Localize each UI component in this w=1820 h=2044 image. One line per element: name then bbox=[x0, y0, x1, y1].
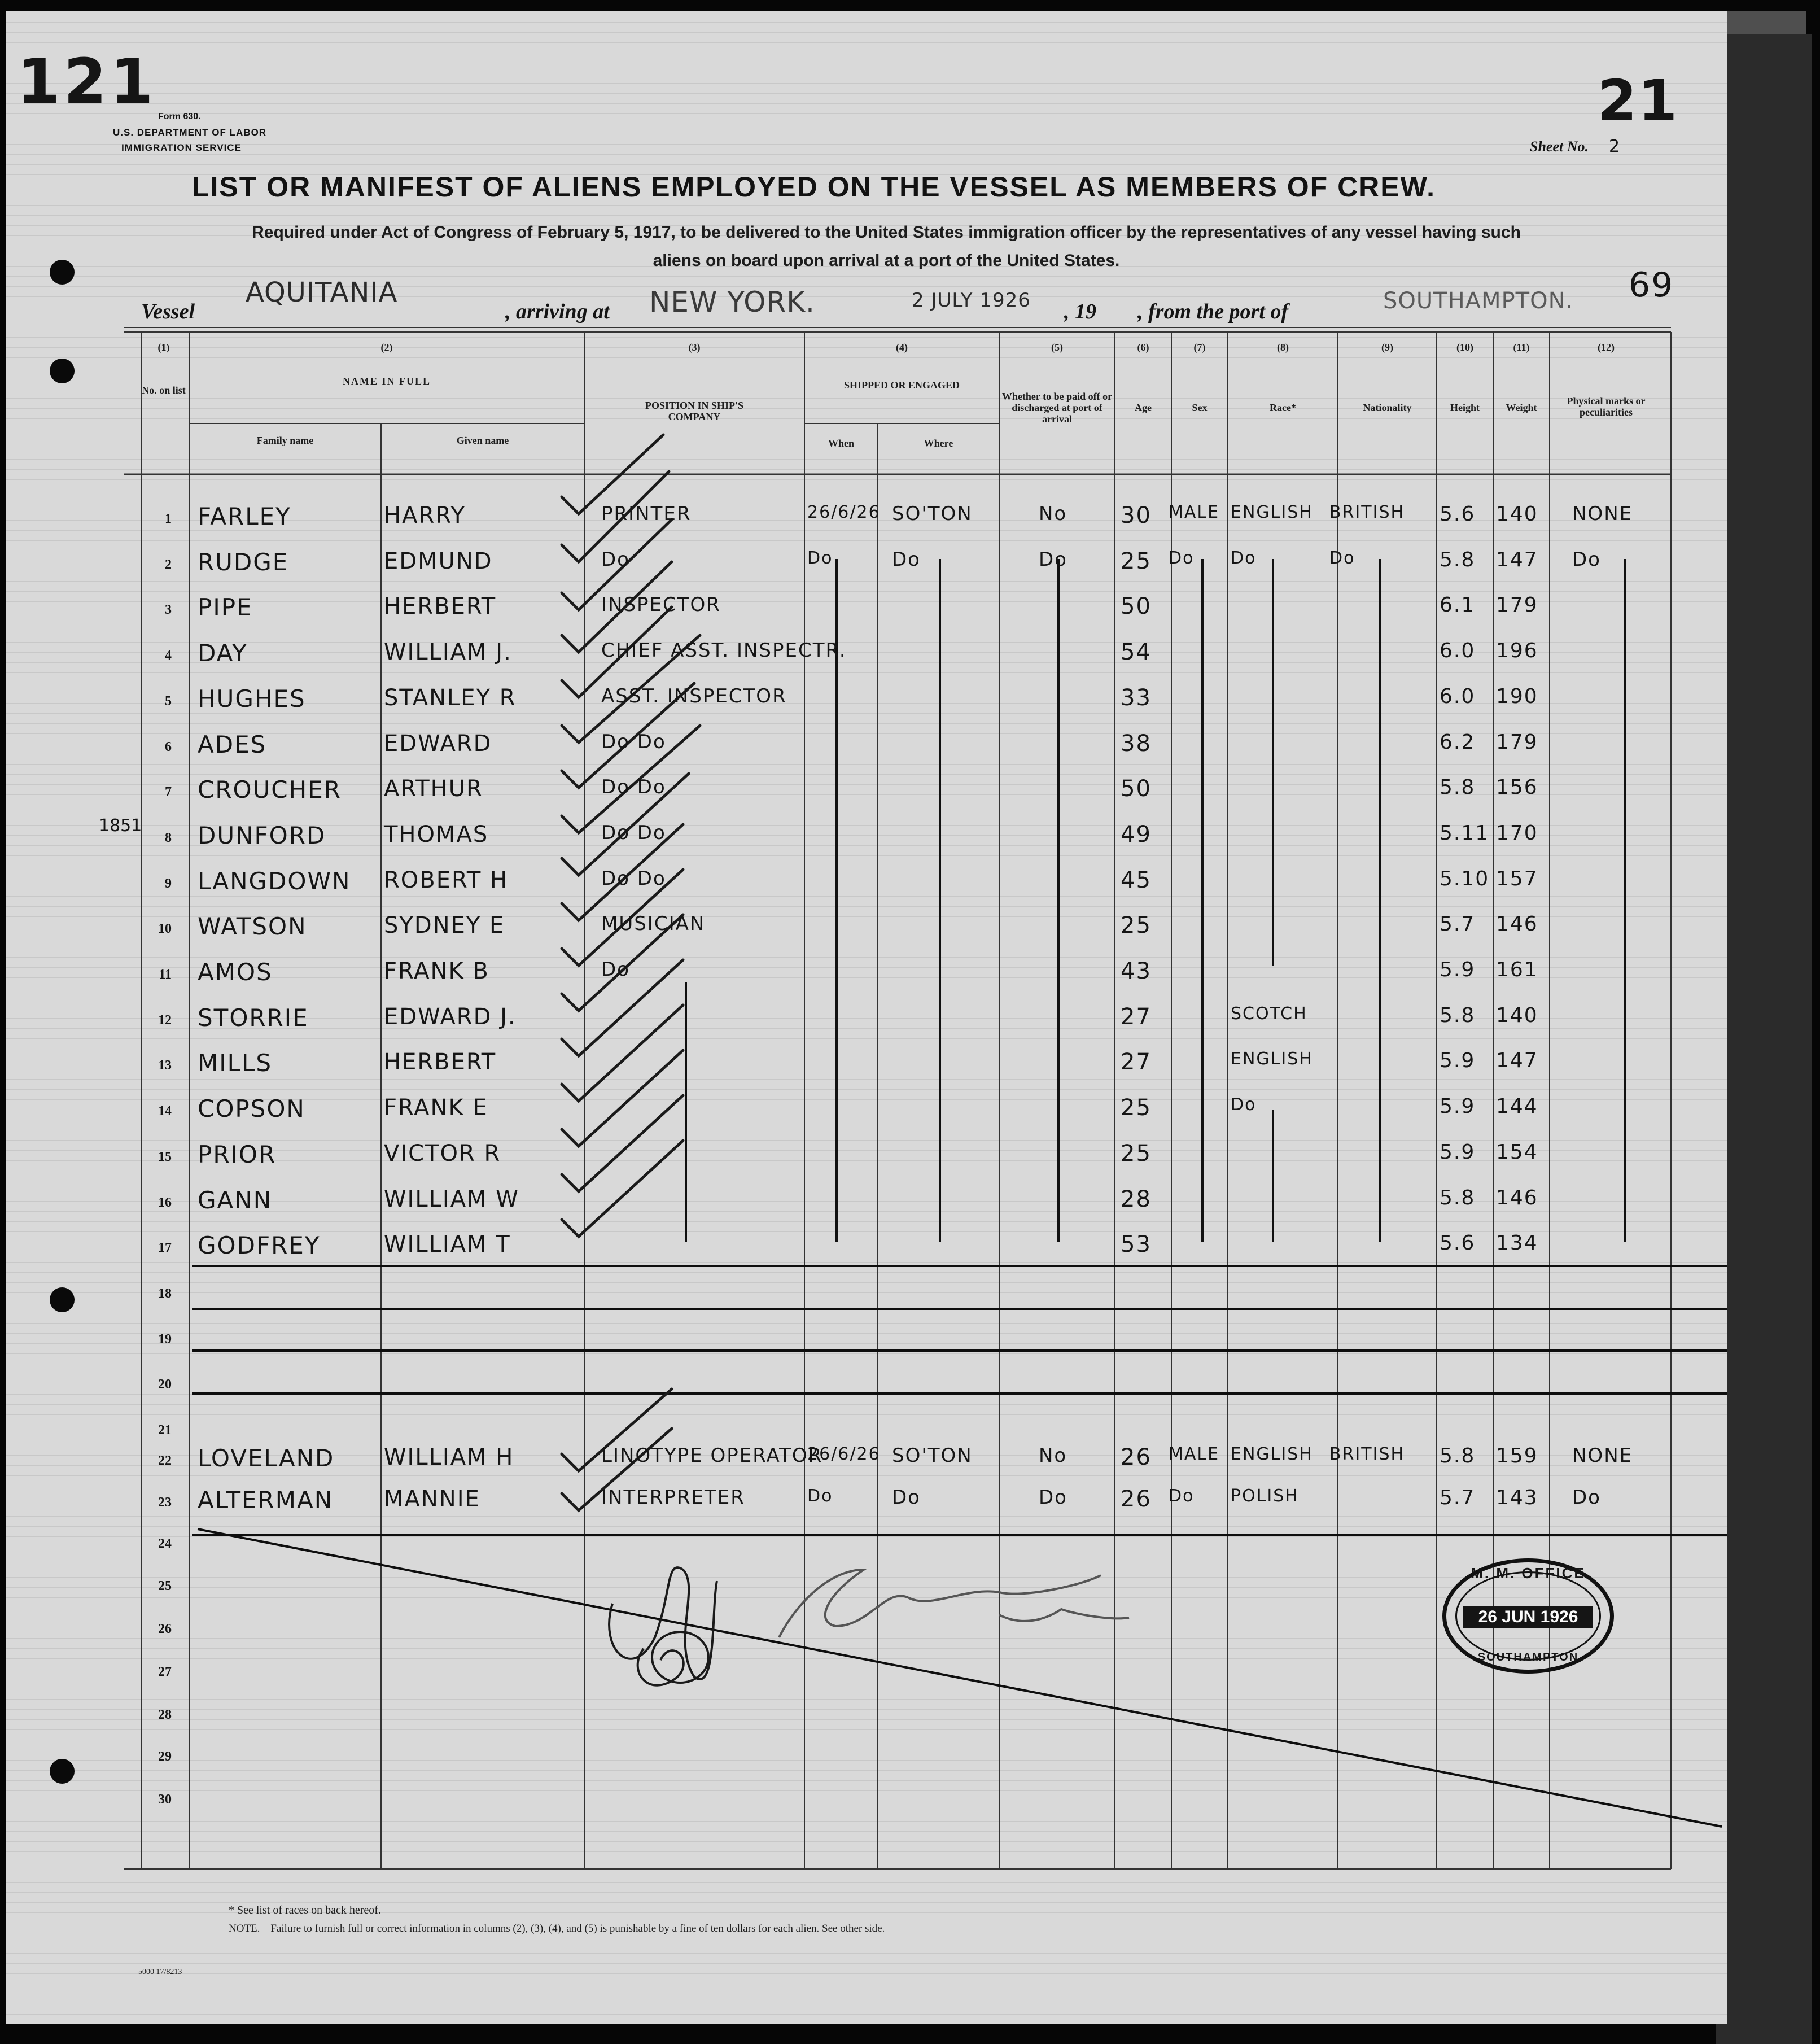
cell-paid: No bbox=[1039, 1444, 1068, 1467]
cell-family: LOVELAND bbox=[198, 1444, 335, 1472]
cell-family: ALTERMAN bbox=[198, 1486, 334, 1514]
cell-given: WILLIAM W bbox=[384, 1186, 519, 1212]
arriving-port: NEW YORK. bbox=[649, 286, 815, 318]
cell-weight: 157 bbox=[1496, 867, 1538, 890]
cell-family: ADES bbox=[198, 730, 267, 758]
cell-weight: 179 bbox=[1496, 593, 1538, 617]
cell-position: LINOTYPE OPERATOR bbox=[601, 1444, 823, 1467]
cell-given: WILLIAM H bbox=[384, 1444, 514, 1470]
cell-age: 28 bbox=[1121, 1186, 1152, 1212]
cell-age: 50 bbox=[1121, 776, 1152, 802]
row-number: 14 bbox=[158, 1104, 172, 1119]
cell-position: PRINTER bbox=[601, 503, 692, 525]
row-number: 29 bbox=[158, 1749, 172, 1764]
cell-weight: 156 bbox=[1496, 776, 1538, 800]
cell-given: STANLEY R bbox=[384, 684, 517, 711]
cell-given: FRANK E bbox=[384, 1095, 488, 1121]
cell-family: MILLS bbox=[198, 1049, 273, 1077]
row-number: 4 bbox=[165, 648, 172, 663]
cell-height: 5.8 bbox=[1440, 1186, 1476, 1209]
cell-age: 30 bbox=[1121, 503, 1152, 529]
cell-sex: Do bbox=[1169, 1486, 1195, 1506]
stamp-port: SOUTHAMPTON bbox=[1477, 1651, 1579, 1663]
cell-age: 53 bbox=[1121, 1231, 1152, 1258]
row-number: 1 bbox=[165, 512, 172, 526]
requirement-line-1: Required under Act of Congress of February 5, 1917, to be delivered to the United States immigration officer by the representatives of any vessel having such bbox=[252, 223, 1521, 242]
cell-position: INSPECTOR bbox=[601, 593, 721, 617]
cell-where: Do bbox=[892, 1486, 921, 1509]
cell-weight: 147 bbox=[1496, 1049, 1538, 1073]
cell-position: Do bbox=[601, 548, 630, 571]
cell-height: 5.8 bbox=[1440, 776, 1476, 800]
col-header-family-name: Family name bbox=[256, 435, 314, 446]
page-edge-darker bbox=[1716, 34, 1812, 2044]
row-number: 22 bbox=[158, 1453, 172, 1468]
cell-height: 5.6 bbox=[1440, 503, 1476, 526]
cell-family: RUDGE bbox=[198, 548, 289, 576]
cell-nationality: BRITISH bbox=[1329, 1444, 1405, 1464]
cell-family: DUNFORD bbox=[198, 821, 326, 849]
col-header-shipped: SHIPPED OR ENGAGED bbox=[843, 379, 960, 391]
col-header-race: Race* bbox=[1270, 402, 1296, 413]
row-number: 17 bbox=[158, 1241, 172, 1256]
row-number: 6 bbox=[165, 739, 172, 754]
corner-number-left: 121 bbox=[17, 45, 157, 117]
row-number: 16 bbox=[158, 1195, 172, 1210]
stamp-office: M. M. OFFICE bbox=[1471, 1565, 1586, 1582]
col-9-number: (9) bbox=[1381, 342, 1393, 353]
cell-paid: Do bbox=[1039, 548, 1068, 571]
cell-family: LANGDOWN bbox=[198, 867, 351, 895]
cell-height: 6.1 bbox=[1440, 593, 1476, 617]
cell-position: MUSICIAN bbox=[601, 912, 706, 936]
cell-weight: 140 bbox=[1496, 503, 1538, 526]
cell-height: 6.0 bbox=[1440, 684, 1476, 708]
office-stamp bbox=[1442, 1558, 1614, 1674]
page-title: LIST OR MANIFEST OF ALIENS EMPLOYED ON THE VESSEL AS MEMBERS OF CREW. bbox=[192, 171, 1436, 203]
cell-paid: No bbox=[1039, 503, 1068, 525]
cell-weight: 179 bbox=[1496, 730, 1538, 754]
row-number: 5 bbox=[165, 693, 172, 709]
cell-where: SO'TON bbox=[892, 1444, 973, 1467]
col-10-number: (10) bbox=[1456, 342, 1473, 353]
corner-number-right: 21 bbox=[1598, 68, 1679, 134]
cell-weight: 146 bbox=[1496, 1186, 1538, 1209]
vessel-label: Vessel bbox=[141, 300, 195, 324]
row-number: 15 bbox=[158, 1149, 172, 1164]
cell-family: PRIOR bbox=[198, 1140, 277, 1168]
cell-age: 27 bbox=[1121, 1049, 1152, 1076]
vessel-name: AQUITANIA bbox=[246, 277, 398, 308]
cell-weight: 147 bbox=[1496, 548, 1538, 571]
cell-given: EDWARD bbox=[384, 730, 492, 757]
cell-weight: 143 bbox=[1496, 1486, 1538, 1509]
row-number: 27 bbox=[158, 1665, 172, 1679]
sheet-label: Sheet No. bbox=[1530, 138, 1589, 155]
cell-marks: Do bbox=[1572, 1486, 1601, 1509]
year-label: , 19 bbox=[1064, 300, 1096, 324]
cell-age: 33 bbox=[1121, 684, 1152, 711]
col-8-number: (8) bbox=[1277, 342, 1289, 353]
cell-height: 5.10 bbox=[1440, 867, 1490, 890]
row-number: 2 bbox=[165, 557, 172, 572]
row-number: 20 bbox=[158, 1377, 172, 1392]
col-3-number: (3) bbox=[688, 342, 701, 353]
cell-age: 43 bbox=[1121, 958, 1152, 984]
manifest-page bbox=[6, 11, 1727, 2024]
col-7-number: (7) bbox=[1193, 342, 1206, 353]
cell-where: Do bbox=[892, 548, 921, 571]
cell-family: GODFREY bbox=[198, 1231, 321, 1260]
cell-position: ASST. INSPECTOR bbox=[601, 684, 787, 707]
cell-race: Do bbox=[1231, 1095, 1257, 1115]
cell-marks: Do bbox=[1572, 548, 1601, 571]
row-number: 3 bbox=[165, 602, 172, 618]
col-header-sex: Sex bbox=[1192, 402, 1208, 413]
cell-age: 27 bbox=[1121, 1003, 1152, 1030]
cell-marks: NONE bbox=[1572, 1444, 1633, 1467]
cell-height: 5.11 bbox=[1440, 821, 1490, 845]
cell-family: PIPE bbox=[198, 593, 253, 622]
stamp-date: 26 JUN 1926 bbox=[1463, 1606, 1593, 1628]
col-11-number: (11) bbox=[1513, 342, 1530, 353]
cell-when: Do bbox=[807, 1486, 833, 1506]
cell-given: VICTOR R bbox=[384, 1140, 501, 1167]
cell-family: WATSON bbox=[198, 912, 307, 941]
cell-position: Do Do bbox=[601, 821, 666, 844]
footnote-races: * See list of races on back hereof. bbox=[229, 1904, 381, 1916]
cell-race: ENGLISH bbox=[1231, 1444, 1313, 1464]
cell-height: 5.8 bbox=[1440, 548, 1476, 571]
cell-race: POLISH bbox=[1231, 1486, 1299, 1506]
cell-sex: Do bbox=[1169, 548, 1195, 568]
cell-paid: Do bbox=[1039, 1486, 1068, 1509]
cell-family: COPSON bbox=[198, 1095, 305, 1123]
cell-when: 26/6/26 bbox=[807, 1444, 881, 1464]
col-header-weight: Weight bbox=[1506, 402, 1537, 413]
cell-given: MANNIE bbox=[384, 1486, 480, 1512]
cell-height: 5.8 bbox=[1440, 1444, 1476, 1468]
cell-age: 38 bbox=[1121, 730, 1152, 757]
row-number: 23 bbox=[158, 1495, 172, 1510]
col-header-age: Age bbox=[1135, 402, 1152, 413]
cell-marks: NONE bbox=[1572, 503, 1633, 525]
cell-weight: 161 bbox=[1496, 958, 1538, 981]
cell-position: Do bbox=[601, 958, 630, 981]
cell-height: 5.9 bbox=[1440, 1140, 1476, 1164]
cell-given: THOMAS bbox=[384, 821, 489, 848]
service-name: IMMIGRATION SERVICE bbox=[121, 142, 242, 153]
footnote-penalty: NOTE.—Failure to furnish full or correct information in columns (2), (3), (4), and (5) is punishable by a fine of ten dollars for each alien. See other side. bbox=[229, 1923, 885, 1934]
row-number: 24 bbox=[158, 1536, 172, 1551]
cell-given: SYDNEY E bbox=[384, 912, 505, 939]
cell-height: 6.0 bbox=[1440, 639, 1476, 663]
cell-position: INTERPRETER bbox=[601, 1486, 745, 1509]
cell-height: 6.2 bbox=[1440, 730, 1476, 754]
cell-family: CROUCHER bbox=[198, 776, 342, 804]
cell-weight: 196 bbox=[1496, 639, 1538, 663]
cell-age: 49 bbox=[1121, 821, 1152, 848]
cell-weight: 170 bbox=[1496, 821, 1538, 845]
departure-port: SOUTHAMPTON. bbox=[1383, 288, 1574, 314]
cell-weight: 140 bbox=[1496, 1003, 1538, 1027]
cell-when: Do bbox=[807, 548, 833, 568]
row-number: 18 bbox=[158, 1286, 172, 1301]
col-header-height: Height bbox=[1450, 402, 1480, 413]
row-number: 21 bbox=[158, 1423, 172, 1438]
col-header-name: NAME IN FULL bbox=[342, 375, 431, 387]
department-name: U.S. DEPARTMENT OF LABOR bbox=[113, 127, 267, 138]
cell-given: EDWARD J. bbox=[384, 1003, 517, 1030]
arriving-label: , arriving at bbox=[505, 300, 610, 324]
cell-given: HARRY bbox=[384, 503, 466, 529]
row-number: 7 bbox=[165, 785, 172, 800]
cell-age: 26 bbox=[1121, 1486, 1152, 1512]
cell-height: 5.8 bbox=[1440, 1003, 1476, 1027]
row-number: 30 bbox=[158, 1792, 172, 1807]
cell-race: ENGLISH bbox=[1231, 1049, 1313, 1069]
cell-family: AMOS bbox=[198, 958, 273, 986]
col-5-number: (5) bbox=[1051, 342, 1063, 353]
arrival-date: 2 JULY 1926 bbox=[912, 289, 1031, 312]
cell-weight: 190 bbox=[1496, 684, 1538, 708]
cell-nationality: BRITISH bbox=[1329, 503, 1405, 522]
cell-height: 5.9 bbox=[1440, 1095, 1476, 1119]
margin-note: 1851 bbox=[99, 816, 142, 836]
cell-height: 5.6 bbox=[1440, 1231, 1476, 1255]
year-value: 69 bbox=[1629, 265, 1674, 305]
requirement-line-2: aliens on board upon arrival at a port of the United States. bbox=[653, 251, 1120, 270]
col-header-when: When bbox=[828, 438, 854, 449]
cell-race: Do bbox=[1231, 548, 1257, 568]
col-header-physical-marks: Physical marks or peculiarities bbox=[1567, 395, 1646, 418]
sheet-number: 2 bbox=[1609, 137, 1620, 156]
cell-given: HERBERT bbox=[384, 1049, 497, 1076]
cell-height: 5.9 bbox=[1440, 958, 1476, 981]
col-2-number: (2) bbox=[380, 342, 393, 353]
cell-family: HUGHES bbox=[198, 684, 306, 713]
cell-age: 54 bbox=[1121, 639, 1152, 666]
cell-age: 25 bbox=[1121, 1140, 1152, 1167]
row-number: 8 bbox=[165, 830, 172, 845]
cell-height: 5.7 bbox=[1440, 912, 1476, 936]
cell-when: 26/6/26 bbox=[807, 503, 881, 522]
cell-family: DAY bbox=[198, 639, 248, 667]
row-number: 26 bbox=[158, 1622, 172, 1636]
cell-family: GANN bbox=[198, 1186, 273, 1214]
cell-given: ARTHUR bbox=[384, 776, 483, 802]
row-number: 13 bbox=[158, 1058, 172, 1073]
cell-weight: 144 bbox=[1496, 1095, 1538, 1119]
col-header-position: POSITION IN SHIP'S COMPANY bbox=[645, 400, 744, 422]
col-12-number: (12) bbox=[1598, 342, 1615, 353]
cell-race: SCOTCH bbox=[1231, 1003, 1307, 1024]
cell-weight: 146 bbox=[1496, 912, 1538, 936]
cell-race: ENGLISH bbox=[1231, 503, 1313, 522]
cell-age: 45 bbox=[1121, 867, 1152, 893]
col-header-paid-off: Whether to be paid off or discharged at port of arrival bbox=[1001, 391, 1113, 425]
from-port-label: , from the port of bbox=[1138, 300, 1289, 324]
cell-where: SO'TON bbox=[892, 503, 973, 525]
cell-height: 5.7 bbox=[1440, 1486, 1476, 1509]
cell-position: Do Do bbox=[601, 776, 666, 799]
print-code: 5000 17/8213 bbox=[138, 1968, 182, 1976]
cell-age: 50 bbox=[1121, 593, 1152, 620]
cell-family: STORRIE bbox=[198, 1003, 309, 1032]
cell-given: WILLIAM J. bbox=[384, 639, 512, 666]
col-header-where: Where bbox=[924, 438, 953, 449]
cell-age: 25 bbox=[1121, 912, 1152, 939]
cell-weight: 159 bbox=[1496, 1444, 1538, 1468]
col-header-nationality: Nationality bbox=[1363, 402, 1412, 413]
cell-given: WILLIAM T bbox=[384, 1231, 511, 1258]
cell-weight: 154 bbox=[1496, 1140, 1538, 1164]
cell-nationality: Do bbox=[1329, 548, 1355, 568]
row-number: 10 bbox=[158, 921, 172, 937]
cell-position: Do Do bbox=[601, 867, 666, 890]
row-number: 25 bbox=[158, 1579, 172, 1593]
col-header-given-name: Given name bbox=[456, 435, 509, 446]
cell-weight: 134 bbox=[1496, 1231, 1538, 1255]
col-6-number: (6) bbox=[1137, 342, 1149, 353]
cell-sex: MALE bbox=[1169, 503, 1220, 522]
cell-age: 26 bbox=[1121, 1444, 1152, 1470]
cell-age: 25 bbox=[1121, 548, 1152, 574]
cell-given: FRANK B bbox=[384, 958, 489, 984]
row-number: 9 bbox=[165, 876, 172, 891]
cell-position: CHIEF ASST. INSPECTR. bbox=[601, 639, 847, 662]
col-header-no-on-list: No. on list bbox=[142, 385, 186, 396]
cell-given: ROBERT H bbox=[384, 867, 509, 893]
col-4-number: (4) bbox=[896, 342, 908, 353]
cell-position: Do Do bbox=[601, 730, 666, 753]
cell-age: 25 bbox=[1121, 1095, 1152, 1121]
row-number: 28 bbox=[158, 1707, 172, 1722]
cell-given: HERBERT bbox=[384, 593, 497, 620]
row-number: 12 bbox=[158, 1012, 172, 1028]
cell-given: EDMUND bbox=[384, 548, 493, 574]
cell-height: 5.9 bbox=[1440, 1049, 1476, 1073]
form-number: Form 630. bbox=[158, 112, 201, 121]
row-number: 19 bbox=[158, 1331, 172, 1347]
cell-family: FARLEY bbox=[198, 503, 291, 530]
col-1-number: (1) bbox=[158, 342, 170, 353]
cell-sex: MALE bbox=[1169, 1444, 1220, 1464]
row-number: 11 bbox=[159, 967, 172, 982]
